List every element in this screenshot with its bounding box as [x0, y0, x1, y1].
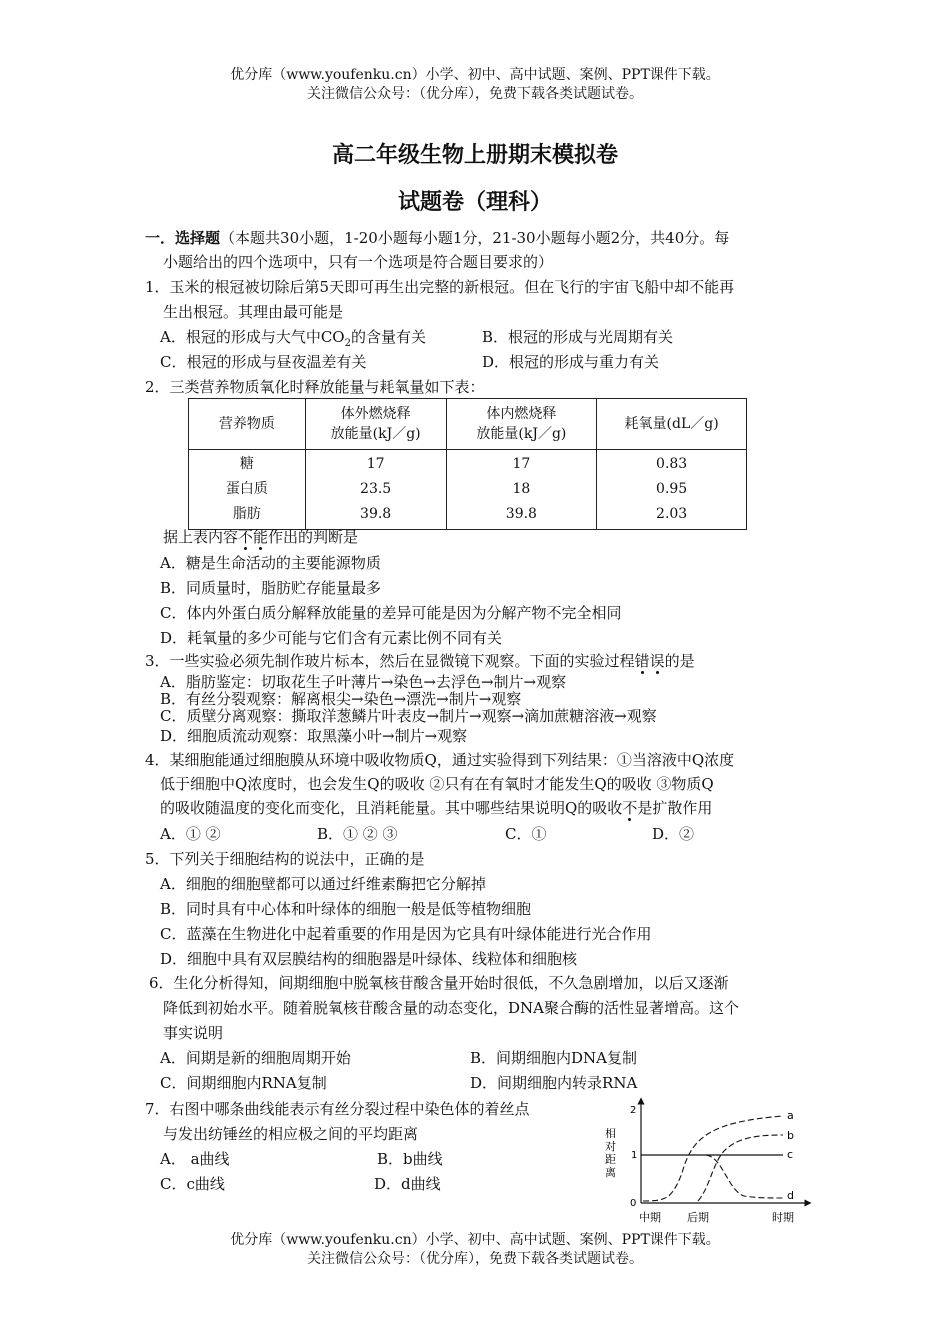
section-1-desc-1: （本题共30小题，1-20小题每小题1分，21-30小题每小题2分，共40分。每	[220, 229, 730, 247]
q6-stem-2: 降低到初始水平。随着脱氧核苷酸含量的动态变化，DNA聚合酶的活性显著增高。这个	[163, 999, 739, 1017]
q4-stem-1: 4．某细胞能通过细胞膜从环境中吸收物质Q，通过实验得到下列结果：①当溶液中Q浓度	[145, 751, 735, 769]
q1-stem-1: 1．玉米的根冠被切除后第5天即可再生出完整的新根冠。但在飞行的宇宙飞船中却不能再	[145, 278, 735, 296]
q6-option-d: D．间期细胞内转录RNA	[470, 1074, 638, 1092]
q2-ask-emphasis-2: 能	[253, 528, 269, 546]
q2-ask	[163, 527, 358, 547]
table-cell: 2.03	[656, 506, 688, 522]
table-header-nutrient: 营养物质	[189, 399, 306, 450]
q4-stem-3-text: 的吸收随温度的变化而变化，且消耗能量。其中哪些结果说明Q的吸收	[160, 799, 623, 817]
curve-c-label: c	[787, 1148, 794, 1161]
q3-option-b: B．有丝分裂观察：解离根尖→染色→漂洗→制片→观察	[160, 690, 522, 708]
section-1-name: 选择题	[175, 229, 221, 247]
table-col-in-vivo	[446, 450, 597, 530]
table-header-in-vitro-line-2: 放能量(kJ／g)	[330, 426, 421, 442]
footer-line-1: 优分库（www.youfenku.cn）小学、初中、高中试题、案例、PPT课件下载。	[230, 1232, 720, 1248]
q2-option-b: B．同质量时，脂肪贮存能量最多	[160, 579, 382, 597]
q2-stem: 2．三类营养物质氧化时释放能量与耗氧量如下表：	[145, 378, 485, 396]
q1-option-b: B．根冠的形成与光周期有关	[482, 328, 674, 346]
q5-option-c: C．蓝藻在生物进化中起着重要的作用是因为它具有叶绿体能进行光合作用	[160, 925, 652, 943]
q7-figure	[600, 1095, 815, 1228]
q3-stem-emphasis-2: 误	[649, 652, 665, 670]
q3-option-a: A．脂肪鉴定：切取花生子叶薄片→染色→去浮色→制片→观察	[160, 673, 567, 691]
x-tick-anaphase: 后期	[687, 1211, 709, 1224]
table-cell: 17	[512, 456, 531, 472]
q2-option-a: A．糖是生命活动的主要能源物质	[160, 554, 381, 572]
q7-option-d: D．d曲线	[374, 1175, 441, 1193]
q2-ask-emphasis-1: 不	[238, 528, 254, 546]
q5-option-a: A．细胞的细胞壁都可以通过纤维素酶把它分解掉	[160, 875, 486, 893]
q7-stem-1: 7．右图中哪条曲线能表示有丝分裂过程中染色体的着丝点	[145, 1100, 530, 1118]
x-axis-label: 时期	[772, 1211, 794, 1224]
table-cell: 39.8	[505, 506, 537, 522]
table-header-oxygen: 耗氧量(dL／g)	[597, 399, 747, 450]
q5-option-d: D．细胞中具有双层膜结构的细胞器是叶绿体、线粒体和细胞核	[160, 950, 578, 968]
section-1-number: 一．	[145, 229, 176, 247]
q4-stem-3	[160, 798, 712, 818]
curve-b-label: b	[787, 1129, 794, 1142]
y-label-char: 相	[605, 1127, 616, 1140]
q2-option-c: C．体内外蛋白质分解释放能量的差异可能是因为分解产物不完全相同	[160, 604, 622, 622]
curve-d	[643, 1155, 783, 1198]
y-tick-1: 1	[631, 1150, 638, 1161]
table-header-in-vivo	[446, 399, 597, 450]
table-cell: 23.5	[360, 481, 392, 497]
curve-d-label: d	[787, 1189, 794, 1202]
curve-a-label: a	[787, 1109, 794, 1122]
footer-line-2: 关注微信公众号：（优分库），免费下载各类试题试卷。	[307, 1251, 643, 1267]
section-1-line-1	[145, 228, 729, 248]
table-header-in-vivo-line-2: 放能量(kJ／g)	[476, 426, 567, 442]
q6-stem-3: 事实说明	[163, 1024, 224, 1042]
q6-option-a: A．间期是新的细胞周期开始	[160, 1049, 351, 1067]
table-header-in-vitro-line-1: 体外燃烧释	[340, 406, 411, 422]
q7-option-a: A． a曲线	[160, 1150, 230, 1168]
table-header-in-vivo-line-1: 体内燃烧释	[486, 406, 557, 422]
q4-option-b: B．① ② ③	[317, 825, 398, 843]
page-title: 高二年级生物上册期末模拟卷	[331, 142, 618, 168]
y-label-char: 距	[605, 1153, 616, 1166]
q7-option-b: B．b曲线	[377, 1150, 443, 1168]
x-tick-metaphase: 中期	[639, 1211, 661, 1224]
q4-stem-3-emphasis: 不	[622, 799, 638, 817]
q4-option-a: A．① ②	[160, 825, 221, 843]
q1-option-a	[160, 327, 426, 354]
table-cell: 脂肪	[232, 506, 261, 522]
q3-option-c: C．质壁分离观察：撕取洋葱鳞片叶表皮→制片→观察→滴加蔗糖溶液→观察	[160, 707, 657, 725]
q5-option-b: B．同时具有中心体和叶绿体的细胞一般是低等植物细胞	[160, 900, 532, 918]
nutrient-table-header	[189, 399, 747, 450]
section-1-desc-2: 小题给出的四个选项中，只有一个选项是符合题目要求的）	[163, 253, 554, 271]
q4-option-d: D．②	[652, 825, 695, 843]
header-line-1: 优分库（www.youfenku.cn）小学、初中、高中试题、案例、PPT课件下载。	[230, 67, 720, 83]
curve-a	[643, 1116, 783, 1201]
table-header-in-vitro	[305, 399, 446, 450]
q3-stem	[145, 651, 695, 671]
q7-option-c: C．c曲线	[160, 1175, 225, 1193]
table-cell: 39.8	[360, 506, 392, 522]
q6-stem-1: 6．生化分析得知，间期细胞中脱氧核苷酸含量开始时很低，不久急剧增加，以后又逐渐	[149, 974, 729, 992]
q5-stem: 5．下列关于细胞结构的说法中，正确的是	[145, 850, 425, 868]
table-cell: 0.83	[656, 456, 688, 472]
nutrient-table	[188, 398, 747, 530]
q1-option-a-subscript: 2	[344, 338, 351, 349]
q1-stem-2: 生出根冠。其理由最可能是	[163, 303, 344, 321]
q1-option-a-text: A．根冠的形成与大气中CO	[160, 328, 345, 346]
curve-b	[698, 1135, 783, 1201]
table-cell: 0.95	[656, 481, 688, 497]
table-col-nutrient	[189, 450, 306, 530]
nutrient-table-body	[189, 450, 747, 530]
q3-option-d: D．细胞质流动观察：取黑藻小叶→制片→观察	[160, 727, 468, 745]
q6-option-c: C．间期细胞内RNA复制	[160, 1074, 327, 1092]
y-tick-0: 0	[630, 1198, 637, 1209]
q3-stem-text-end: 的是	[664, 652, 695, 670]
q1-option-d: D．根冠的形成与重力有关	[482, 353, 660, 371]
table-cell: 17	[366, 456, 385, 472]
table-cell: 18	[512, 481, 531, 497]
q3-stem-text: 3．一些实验必须先制作玻片标本，然后在显微镜下观察。下面的实验过程	[145, 652, 635, 670]
table-col-oxygen	[597, 450, 747, 530]
table-cell: 蛋白质	[225, 481, 268, 497]
y-tick-2: 2	[630, 1105, 637, 1116]
q2-ask-text-end: 作出的判断是	[268, 528, 359, 546]
q2-ask-text: 据上表内容	[163, 528, 239, 546]
q4-stem-2: 低于细胞中Q浓度时，也会发生Q的吸收 ②只有在有氧时才能发生Q的吸收 ③物质Q	[160, 775, 714, 793]
q1-option-c: C．根冠的形成与昼夜温差有关	[160, 353, 367, 371]
q4-stem-3-text-end: 是扩散作用	[637, 799, 713, 817]
y-label-char: 对	[605, 1140, 616, 1153]
q6-option-b: B．间期细胞内DNA复制	[470, 1049, 638, 1067]
page-subtitle: 试题卷（理科）	[397, 189, 552, 215]
q7-stem-2: 与发出纺锤丝的相应极之间的平均距离	[163, 1125, 419, 1143]
table-col-in-vitro	[305, 450, 446, 530]
q3-stem-emphasis-1: 错	[634, 652, 650, 670]
q1-option-a-text-end: 的含量有关	[350, 328, 426, 346]
table-cell: 糖	[239, 456, 254, 472]
q2-option-d: D．耗氧量的多少可能与它们含有元素比例不同有关	[160, 629, 503, 647]
q4-option-c: C．①	[505, 825, 547, 843]
header-line-2: 关注微信公众号：（优分库），免费下载各类试题试卷。	[307, 86, 643, 102]
y-label-char: 离	[605, 1166, 616, 1179]
